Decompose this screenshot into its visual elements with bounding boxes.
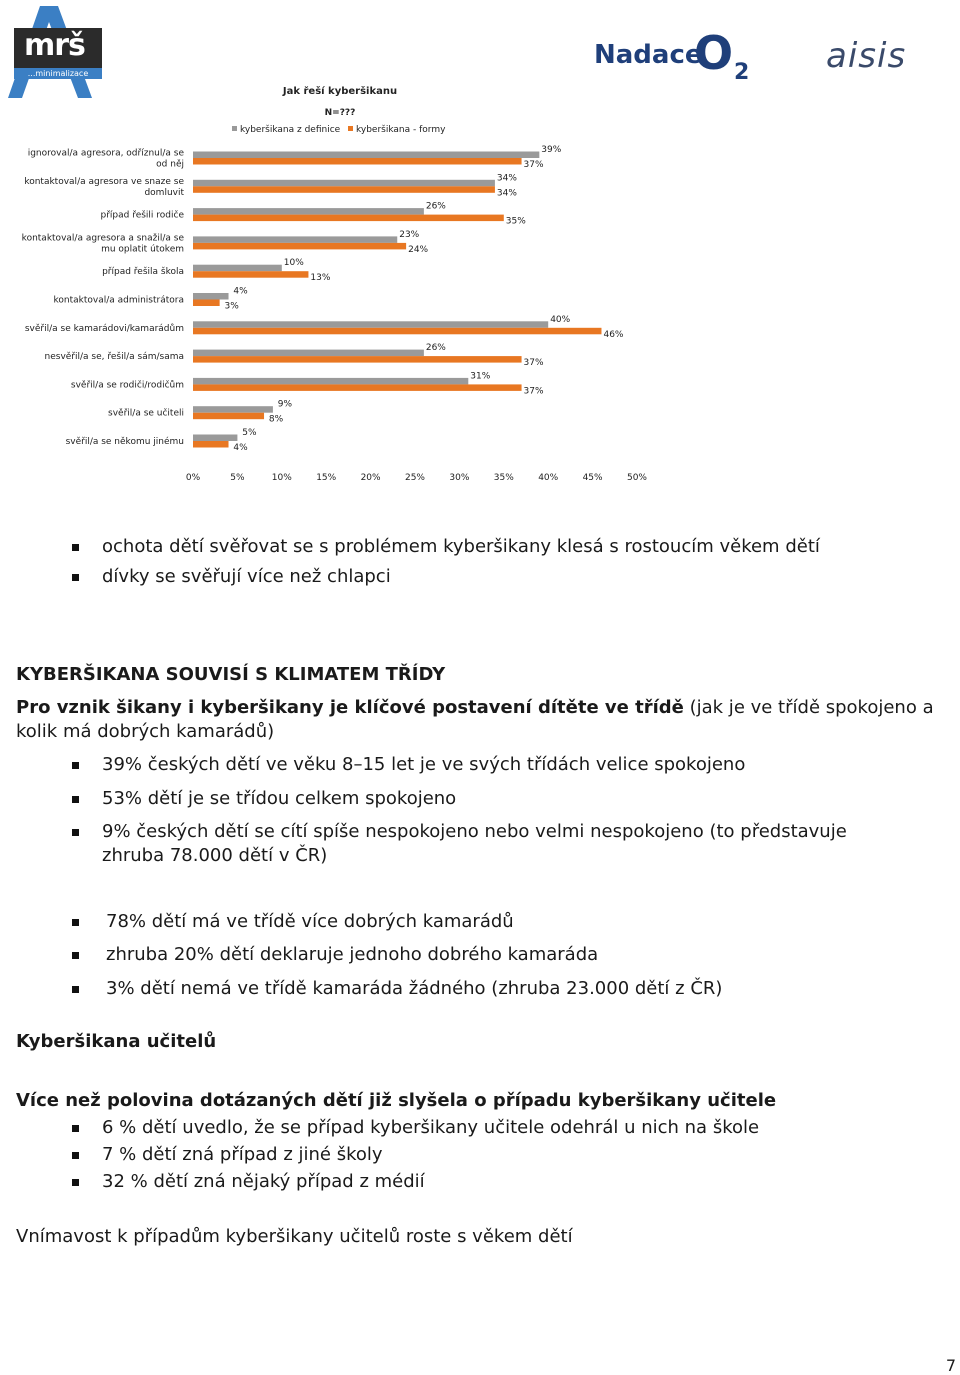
chart-legend — [232, 124, 446, 135]
x-tick-label: 25% — [404, 473, 426, 483]
section-heading-class-climate: KYBERŠIKANA SOUVISÍ S KLIMATEM TŘÍDY — [16, 664, 446, 685]
x-tick-label: 30% — [449, 473, 470, 483]
bullet-marker — [72, 1152, 79, 1159]
nadace-word: Nadace — [594, 40, 703, 70]
page-number: 7 — [945, 1356, 956, 1375]
category-label-line: případ řešili rodiče — [100, 210, 184, 221]
data-label: 5% — [242, 428, 257, 438]
category-label-line: svěřil/a se někomu jinému — [65, 437, 184, 447]
category-label-line: kontaktoval/a agresora a snažil/a se — [21, 233, 184, 244]
bar-forms — [193, 328, 601, 335]
teacher-stat-2: 7 % dětí zná případ z jiné školy — [102, 1144, 383, 1165]
data-label: 40% — [550, 314, 571, 325]
bar-forms — [193, 356, 522, 363]
friends-stat-1: 78% dětí má ve třídě více dobrých kamarádů — [106, 911, 514, 932]
data-label: 23% — [399, 229, 420, 240]
data-label: 8% — [268, 414, 284, 425]
data-label: 31% — [470, 371, 491, 382]
closing-statement: Vnímavost k případům kyberšikany učitelů roste s věkem dětí — [16, 1226, 573, 1247]
bar-forms — [193, 215, 504, 222]
x-tick-label: 45% — [582, 473, 603, 483]
data-label: 9% — [277, 399, 293, 410]
mrs-logo-tagline: ...minimalizace šikany — [14, 68, 102, 79]
bar-definition — [193, 265, 282, 272]
bullet-marker — [72, 829, 79, 836]
bullet-marker — [72, 952, 79, 959]
category-label-line: svěřil/a se učiteli — [108, 408, 184, 419]
bullet-marker — [72, 986, 79, 993]
bar-forms — [193, 186, 495, 193]
bar-forms — [193, 384, 522, 391]
section-intro-bold: Pro vznik šikany i kyberšikany je klíčové postavení dítěte ve třídě — [16, 697, 684, 718]
teacher-subheading: Více než polovina dotázaných dětí již slyšela o případu kyberšikany učitele — [16, 1090, 777, 1111]
x-tick-label: 50% — [626, 473, 648, 483]
bar-forms — [193, 300, 220, 307]
category-label-line: kontaktoval/a administrátora — [53, 295, 184, 306]
category-label-line: ignoroval/a agresora, odříznul/a se — [27, 148, 184, 159]
bullet-marker — [72, 544, 79, 551]
data-label: 46% — [603, 329, 624, 340]
x-tick-label: 40% — [538, 473, 559, 483]
x-tick-label: 0% — [185, 473, 201, 483]
teacher-stat-1: 6 % dětí uvedlo, že se případ kyberšikany učitele odehrál u nich na škole — [102, 1117, 760, 1138]
cyberbullying-solutions-chart — [0, 80, 960, 490]
bar-definition — [193, 321, 548, 328]
section-intro-rest: (jak je ve třídě spokojeno a kolik má dobrých kamarádů) — [16, 697, 934, 742]
legend-label: kyberšikana z definice — [240, 125, 341, 135]
category-label-line: případ řešila škola — [102, 267, 184, 278]
mrs-logo-text: mrš — [24, 28, 85, 63]
legend-swatch — [348, 126, 353, 131]
bullet-marker — [72, 574, 79, 581]
bullet-marker — [72, 1125, 79, 1132]
category-label-line: mu oplatit útokem — [101, 244, 184, 255]
data-label: 37% — [523, 386, 544, 397]
bar-definition — [193, 236, 397, 243]
bar-forms — [193, 413, 264, 420]
bar-forms — [193, 271, 308, 278]
data-label: 34% — [496, 173, 517, 184]
category-label — [22, 233, 185, 254]
bar-definition — [193, 406, 273, 413]
x-axis-ticks — [186, 473, 648, 483]
category-label — [25, 323, 184, 334]
data-label: 4% — [233, 286, 248, 297]
finding-1: ochota dětí svěřovat se s problémem kyberšikany klesá s rostoucím věkem dětí — [102, 536, 820, 557]
bar-definition — [193, 180, 495, 187]
bar-definition — [193, 152, 539, 159]
bar-forms — [193, 158, 522, 165]
category-label — [24, 177, 184, 198]
data-label: 34% — [496, 188, 517, 199]
category-label-line: svěřil/a se kamarádovi/kamarádům — [24, 323, 184, 334]
data-label: 4% — [233, 443, 248, 453]
o2-subscript: 2 — [734, 60, 750, 85]
x-tick-label: 5% — [230, 473, 245, 483]
data-label: 26% — [425, 201, 446, 212]
data-label: 24% — [408, 244, 429, 255]
section-heading-teacher-cyberbullying: Kyberšikana učitelů — [16, 1031, 217, 1052]
category-label — [108, 408, 184, 419]
climate-stat-3: 9% českých dětí se cítí spíše nespokojeno nebo velmi nespokojeno (to představuje zhruba 78.000 dětí v ČR) — [102, 821, 847, 866]
bullet-marker — [72, 796, 79, 803]
data-label: 13% — [310, 273, 331, 284]
category-label-line: svěřil/a se rodiči/rodičům — [70, 380, 184, 391]
bar-definition — [193, 293, 229, 300]
category-label-line: domluvit — [144, 187, 184, 198]
bullet-marker — [72, 762, 79, 769]
bullet-marker — [72, 919, 79, 926]
bar-definition — [193, 378, 468, 385]
finding-2: dívky se svěřují více než chlapci — [102, 566, 391, 587]
data-label: 37% — [523, 160, 544, 170]
bullet-marker — [72, 1179, 79, 1186]
teacher-stat-3: 32 % dětí zná nějaký případ z médií — [102, 1171, 425, 1192]
aisis-logo: aisis — [826, 36, 907, 76]
data-label: 37% — [523, 358, 544, 369]
bar-definition — [193, 208, 424, 215]
category-label-line: od něj — [156, 159, 184, 170]
data-label: 3% — [224, 301, 239, 312]
x-tick-label: 20% — [360, 473, 381, 483]
legend-label: kyberšikana - formy — [356, 125, 446, 135]
legend-swatch — [232, 126, 237, 131]
chart-title: Jak řeší kyberšikanu — [282, 86, 398, 97]
bar-definition — [193, 435, 237, 442]
category-label-line: kontaktoval/a agresora ve snaze se — [24, 176, 184, 187]
x-tick-label: 15% — [316, 473, 337, 483]
friends-stat-3: 3% dětí nemá ve třídě kamaráda žádného (zhruba 23.000 dětí z ČR) — [106, 978, 723, 999]
data-label: 39% — [541, 145, 562, 155]
bar-forms — [193, 441, 229, 448]
data-label: 35% — [505, 216, 526, 227]
category-label — [45, 351, 184, 362]
climate-stat-2: 53% dětí je se třídou celkem spokojeno — [102, 788, 457, 809]
category-label — [66, 436, 184, 447]
category-label — [102, 266, 184, 277]
friends-stat-2: zhruba 20% dětí deklaruje jednoho dobrého kamaráda — [106, 944, 599, 965]
x-tick-label: 35% — [493, 473, 514, 483]
data-label: 10% — [283, 258, 304, 269]
climate-stat-1: 39% českých dětí ve věku 8–15 let je ve svých třídách velice spokojeno — [102, 754, 746, 775]
chart-subtitle: N=??? — [324, 108, 356, 118]
category-label — [71, 379, 184, 390]
bar-definition — [193, 350, 424, 357]
data-label: 26% — [425, 343, 446, 354]
category-label — [28, 149, 185, 170]
category-label-line: nesvěřil/a se, řešil/a sám/sama — [44, 352, 184, 363]
category-label — [53, 296, 184, 306]
category-labels — [22, 149, 185, 448]
o2-letter: O — [694, 26, 734, 80]
x-tick-label: 10% — [271, 473, 292, 483]
section-intro — [16, 696, 946, 744]
chart-bars — [193, 152, 601, 448]
category-label — [100, 210, 184, 221]
bar-forms — [193, 243, 406, 250]
